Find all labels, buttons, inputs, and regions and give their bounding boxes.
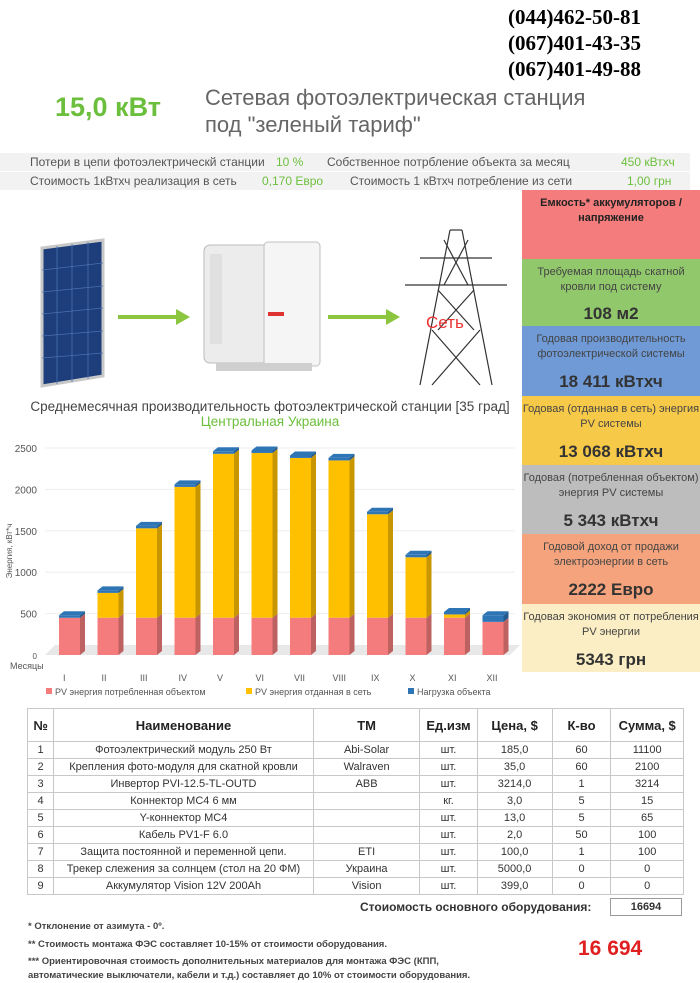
note-2: ** Стоимость монтажа ФЭС составляет 10-15% от стоимости оборудования.	[28, 939, 387, 950]
table-cell: Walraven	[313, 759, 420, 776]
table-cell: 3,0	[477, 793, 552, 810]
x-tick-label: XII	[486, 673, 498, 683]
table-cell: 6	[28, 827, 54, 844]
legend-swatch	[246, 688, 252, 694]
table-cell: 5	[552, 810, 611, 827]
table-row	[28, 793, 684, 810]
table-cell: кг.	[420, 793, 477, 810]
result-panel-value: 5 343 кВтхч	[563, 511, 659, 530]
bar-segment	[136, 618, 157, 655]
result-panel-4	[522, 396, 700, 465]
result-panel-5	[522, 465, 700, 534]
sale-price-value: 0,170 Евро	[262, 174, 324, 188]
bar-segment	[406, 557, 427, 617]
bar-segment	[367, 514, 388, 618]
table-cell: 8	[28, 861, 54, 878]
own-consumption-label: Собственное потрбление объекта за месяц	[327, 155, 570, 169]
param-row-2	[0, 172, 690, 190]
table-row	[28, 742, 684, 759]
table-header-cell: Цена, $	[477, 709, 552, 742]
bar-segment-side	[465, 614, 470, 655]
loss-label: Потери в цепи фотоэлектрическй станции	[30, 155, 265, 169]
table-cell: 2100	[611, 759, 684, 776]
x-tick-label: III	[140, 673, 148, 683]
legend-label: PV энергия отданная в сеть	[255, 687, 372, 697]
bar-segment	[329, 618, 350, 655]
bar-segment	[406, 555, 427, 557]
table-cell: 65	[611, 810, 684, 827]
table-header-cell: №	[28, 709, 54, 742]
bar-segment-side	[311, 614, 316, 655]
table-cell: 2,0	[477, 827, 552, 844]
power-tower-icon	[405, 230, 507, 385]
inverter-icon	[204, 242, 320, 371]
table-row	[28, 759, 684, 776]
bar-segment	[406, 618, 427, 655]
table-cell: 2	[28, 759, 54, 776]
bar-segment	[252, 618, 273, 655]
x-axis-label: Месяцы	[10, 661, 44, 671]
table-row	[28, 776, 684, 793]
loss-value: 10 %	[276, 155, 304, 169]
table-cell: Инвертор PVI-12.5-TL-OUTD	[54, 776, 314, 793]
y-tick-label: 2000	[14, 485, 37, 497]
result-panel-label: Годовой доход от продажи электроэнергии в сеть	[543, 541, 679, 568]
table-cell: 100	[611, 827, 684, 844]
table-cell: Защита постоянной и переменной цепи.	[54, 844, 314, 861]
bar-segment-side	[80, 614, 85, 655]
table-cell: 5	[28, 810, 54, 827]
table-header-cell: ТМ	[313, 709, 420, 742]
legend-label: PV энергия потребленная объектом	[55, 687, 206, 697]
table-cell: Y-коннектор МС4	[54, 810, 314, 827]
x-tick-label: II	[101, 673, 107, 683]
table-cell: 5	[552, 793, 611, 810]
result-panel-3	[522, 326, 700, 396]
x-tick-label: I	[63, 673, 66, 683]
table-cell: 3214,0	[477, 776, 552, 793]
solar-panel-icon	[42, 240, 103, 386]
bar-segment-side	[504, 618, 509, 655]
param-row-1	[0, 153, 690, 171]
table-cell: 1	[28, 742, 54, 759]
bar-segment-side	[157, 524, 162, 617]
legend-swatch	[46, 688, 52, 694]
table-cell: Аккумулятор Vision 12V 200Ah	[54, 878, 314, 895]
table-row	[28, 810, 684, 827]
system-diagram	[0, 190, 520, 390]
table-cell	[313, 827, 420, 844]
table-cell: Vision	[313, 878, 420, 895]
table-cell: 0	[611, 878, 684, 895]
bar-segment-side	[427, 614, 432, 655]
table-cell: 35,0	[477, 759, 552, 776]
production-chart	[0, 433, 520, 705]
y-tick-label-zero: 0	[32, 652, 37, 661]
legend-swatch	[408, 688, 414, 694]
table-cell: Крепления фото-модуля для скатной кровли	[54, 759, 314, 776]
chart-heading: Среднемесячная производительность фотоэлектрической станции [35 град]	[30, 399, 510, 414]
table-row	[28, 844, 684, 861]
arrow-right-icon	[118, 309, 190, 325]
bar-segment	[59, 615, 80, 617]
bar-segment-side	[196, 483, 201, 618]
bar-segment	[444, 614, 465, 617]
bar-segment	[136, 526, 157, 528]
x-tick-label: V	[217, 673, 224, 683]
result-panel-label: Годовая (потребленная объектом) энергия PV системы	[523, 472, 699, 499]
own-consumption-value: 450 кВтхч	[621, 155, 675, 169]
bar-segment	[290, 458, 311, 618]
table-cell: 100	[611, 844, 684, 861]
table-cell: 60	[552, 759, 611, 776]
bar-segment-side	[350, 614, 355, 655]
bar-segment	[213, 618, 234, 655]
result-panel-7	[522, 604, 700, 672]
bar-segment-side	[388, 614, 393, 655]
table-cell: 1	[552, 776, 611, 793]
table-header-cell: Сумма, $	[611, 709, 684, 742]
total-value: 16694	[610, 898, 682, 916]
table-cell: шт.	[420, 844, 477, 861]
result-panel-label: Годовая (отданная в сеть) энергия PV системы	[522, 403, 700, 430]
table-cell: ABB	[313, 776, 420, 793]
bar-segment	[98, 593, 119, 618]
bar-segment-side	[311, 454, 316, 618]
table-cell: 60	[552, 742, 611, 759]
total-label: Стоиомость основного оборудования:	[360, 900, 592, 914]
result-panel-label: Годовая экономия от потребления PV энергии	[523, 611, 699, 638]
bar-segment	[367, 512, 388, 514]
table-cell	[313, 793, 420, 810]
result-panel-6	[522, 534, 700, 604]
result-panel-value: 13 068 кВтхч	[558, 442, 664, 461]
table-cell: 185,0	[477, 742, 552, 759]
bar-segment	[175, 487, 196, 618]
result-panel-label: Годовая производительность фотоэлектрической системы	[536, 333, 686, 360]
chart-region: Центральная Украина	[200, 414, 340, 429]
bar-segment-side	[196, 614, 201, 655]
table-cell: 399,0	[477, 878, 552, 895]
table-cell: Фотоэлектрический модуль 250 Вт	[54, 742, 314, 759]
bar-segment-side	[388, 510, 393, 618]
result-panel-value: 18 411 кВтхч	[559, 372, 663, 391]
bar-segment	[213, 451, 234, 453]
bar-segment-side	[427, 553, 432, 617]
table-cell: 13,0	[477, 810, 552, 827]
x-tick-label: X	[409, 673, 416, 683]
table-header-cell: Ед.изм	[420, 709, 477, 742]
page-title	[205, 84, 675, 138]
table-cell: 100,0	[477, 844, 552, 861]
table-cell: 1	[552, 844, 611, 861]
result-panel-value: 5343 грн	[575, 650, 647, 669]
page-title-line-1: Сетевая фотоэлектрическая станция	[205, 85, 586, 110]
table-header-cell: К-во	[552, 709, 611, 742]
bar-segment	[444, 612, 465, 614]
phone-1[interactable]: (044)462-50-81	[508, 5, 641, 29]
x-tick-label: VIII	[332, 673, 347, 683]
table-cell: шт.	[420, 742, 477, 759]
equipment-table	[27, 708, 684, 895]
bar-segment	[175, 618, 196, 655]
arrow-right-icon-2	[328, 309, 400, 325]
bar-segment	[98, 618, 119, 655]
table-cell: 0	[611, 861, 684, 878]
bar-segment-side	[273, 614, 278, 655]
bar-segment-side	[350, 456, 355, 617]
table-row	[28, 861, 684, 878]
system-power: 15,0 кВт	[55, 92, 161, 122]
result-panel-1	[522, 190, 700, 259]
table-cell: шт.	[420, 759, 477, 776]
y-tick-label: 2500	[14, 444, 37, 455]
table-cell: 3214	[611, 776, 684, 793]
table-cell: шт.	[420, 776, 477, 793]
bar-segment	[483, 615, 504, 622]
table-cell: 9	[28, 878, 54, 895]
table-cell: Украина	[313, 861, 420, 878]
phone-3[interactable]: (067)401-49-88	[508, 57, 641, 81]
bar-segment-side	[157, 614, 162, 655]
sale-price-label: Стоимость 1кВтхч реализация в сеть	[30, 174, 237, 188]
x-tick-label: IX	[371, 673, 380, 683]
bar-segment	[136, 528, 157, 617]
table-cell: Коннектор МС4 6 мм	[54, 793, 314, 810]
table-cell: Abi-Solar	[313, 742, 420, 759]
phone-list	[508, 4, 688, 82]
result-panel-value: 2222 Евро	[568, 580, 654, 599]
note-1: * Отклонение от азимута - 0º.	[28, 921, 165, 932]
table-cell: Кабель PV1-F 6.0	[54, 827, 314, 844]
table-row	[28, 878, 684, 895]
legend-label: Нагрузка объекта	[417, 687, 491, 697]
table-cell: ETI	[313, 844, 420, 861]
table-cell: шт.	[420, 827, 477, 844]
y-tick-label: 1500	[14, 526, 37, 538]
bar-segment	[483, 622, 504, 655]
result-panel-label: Емкость* аккумуляторов / напряжение	[540, 197, 682, 224]
table-cell: шт.	[420, 878, 477, 895]
table-header-cell: Наименование	[54, 709, 314, 742]
grid-price-value: 1,00 грн	[627, 174, 672, 188]
bar-segment-side	[273, 449, 278, 618]
bar-segment	[252, 450, 273, 452]
table-cell: 11100	[611, 742, 684, 759]
bar-segment-side	[119, 614, 124, 655]
bar-segment	[290, 618, 311, 655]
table-cell: Трекер слежения за солнцем (стол на 20 ФМ)	[54, 861, 314, 878]
table-row	[28, 827, 684, 844]
table-cell: 7	[28, 844, 54, 861]
bar-segment	[329, 460, 350, 617]
table-cell: 15	[611, 793, 684, 810]
table-cell: шт.	[420, 810, 477, 827]
grand-total: 16 694	[578, 937, 643, 960]
bar-segment-side	[234, 614, 239, 655]
table-cell: 3	[28, 776, 54, 793]
table-cell: 5000,0	[477, 861, 552, 878]
note-3: *** Ориентировочная стоимость дополнительных материалов для монтажа ФЭС (КПП, автоматические выключатели, кабели и т.д.) составляет до 10% от стоимости оборудования.	[28, 956, 471, 981]
result-panel-value: 108 м2	[583, 304, 639, 323]
table-header-row	[28, 709, 684, 742]
y-tick-label: 1000	[14, 568, 37, 580]
x-tick-label: VII	[294, 673, 306, 683]
bar-segment	[59, 618, 80, 655]
y-axis-label: Энергия, кВт*ч	[5, 523, 14, 579]
table-cell: 4	[28, 793, 54, 810]
bar-segment	[329, 458, 350, 460]
grid-price-label: Стоимость 1 кВтхч потребление из сети	[350, 174, 573, 188]
y-tick-label: 500	[20, 609, 37, 621]
bar-segment	[444, 618, 465, 655]
bar-segment	[175, 484, 196, 486]
page-title-line-2: под "зеленый тариф"	[205, 112, 421, 137]
bar-segment	[213, 454, 234, 618]
x-tick-label: XI	[448, 673, 457, 683]
table-cell	[313, 810, 420, 827]
bar-segment-side	[119, 589, 124, 618]
bar-segment-side	[234, 450, 239, 618]
x-tick-label: VI	[255, 673, 265, 683]
grid-label: Сеть	[426, 313, 464, 332]
table-cell: 0	[552, 861, 611, 878]
result-panel-label: Требуемая площадь скатной кровли под систему	[537, 266, 685, 293]
table-cell: шт.	[420, 861, 477, 878]
bar-segment	[252, 453, 273, 618]
bar-segment	[367, 618, 388, 655]
phone-2[interactable]: (067)401-43-35	[508, 31, 641, 55]
result-panel-2	[522, 259, 700, 326]
x-tick-label: IV	[178, 673, 188, 683]
table-cell: 50	[552, 827, 611, 844]
table-cell: 0	[552, 878, 611, 895]
bar-segment	[98, 590, 119, 592]
bar-segment	[290, 455, 311, 457]
